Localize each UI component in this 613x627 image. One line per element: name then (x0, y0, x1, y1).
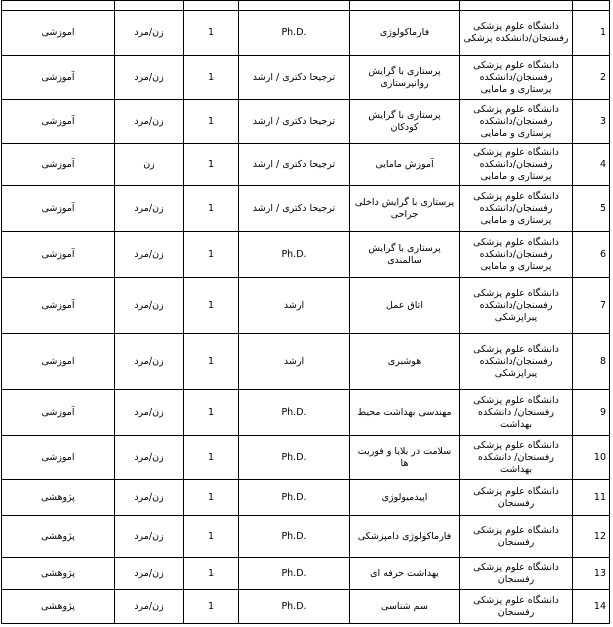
row-university: دانشگاه علوم پزشکی رفسنجان/دانشکده پرستاری و مامایی (460, 100, 573, 144)
row-field: پرستاری با گرایش کودکان (350, 100, 460, 144)
row-field: سم شناسی (350, 590, 460, 624)
row-degree: Ph.D. (239, 516, 350, 558)
row-count: 1 (184, 334, 239, 390)
row-count: 1 (184, 11, 239, 56)
table-row (2, 390, 610, 436)
row-university: دانشگاه علوم پزشکی رفسنجان/ دانشکده بهداشت (460, 436, 573, 480)
row-count: 1 (184, 144, 239, 186)
row-number: 14 (573, 590, 610, 624)
row-number: 10 (573, 436, 610, 480)
row-field: بهداشت حرفه ای (350, 558, 460, 590)
row-number: 5 (573, 186, 610, 232)
row-degree: ترجیحا دکتری / ارشد (239, 100, 350, 144)
positions-table (1, 0, 610, 624)
table-row (2, 436, 610, 480)
row-field: سلامت در بلایا و فوریت ها (350, 436, 460, 480)
table-row (2, 516, 610, 558)
row-type: آموزشی (2, 278, 115, 334)
row-number: 4 (573, 144, 610, 186)
row-university: دانشگاه علوم پزشکی رفسنجان/ دانشکده بهداشت (460, 390, 573, 436)
row-number: 7 (573, 278, 610, 334)
row-gender: زن/مرد (115, 100, 184, 144)
row-degree: Ph.D. (239, 11, 350, 56)
row-field: مهندسی بهداشت محیط (350, 390, 460, 436)
row-type: آموزشی (2, 186, 115, 232)
table-row (2, 480, 610, 516)
table-row (2, 144, 610, 186)
row-degree: Ph.D. (239, 558, 350, 590)
row-count: 1 (184, 516, 239, 558)
table-row (2, 232, 610, 278)
row-degree: ترجیحا دکتری / ارشد (239, 144, 350, 186)
row-field: فارماکولوژی دامپزشکی (350, 516, 460, 558)
row-number: 11 (573, 480, 610, 516)
row-type: اموزشی (2, 436, 115, 480)
row-type: اموزشی (2, 11, 115, 56)
table-row (2, 11, 610, 56)
row-degree: Ph.D. (239, 480, 350, 516)
row-number: 3 (573, 100, 610, 144)
row-gender: زن/مرد (115, 436, 184, 480)
row-university: دانشگاه علوم پزشکی رفسنجان/دانشکده پیراپزشکی (460, 278, 573, 334)
table-row (2, 558, 610, 590)
row-university: دانشگاه علوم پزشکی رفسنجان/دانشکده پرستاری و مامایی (460, 56, 573, 100)
row-type: آموزشی (2, 390, 115, 436)
row-university: دانشگاه علوم پزشکی رفسنجان (460, 480, 573, 516)
row-university: دانشگاه علوم پزشکی رفسنجان/دانشکده پزشکی (460, 11, 573, 56)
row-type: آموزشی (2, 100, 115, 144)
row-university: دانشگاه علوم پزشکی رفسنجان/دانشکده پیراپزشکی (460, 334, 573, 390)
row-type: پژوهشی (2, 558, 115, 590)
row-type: آموزشی (2, 232, 115, 278)
table-row (2, 56, 610, 100)
row-field: پرستاری با گرایش سالمندی (350, 232, 460, 278)
row-type: آموزشی (2, 144, 115, 186)
table-row (2, 278, 610, 334)
row-type: آموزشی (2, 56, 115, 100)
row-degree: Ph.D. (239, 232, 350, 278)
row-degree: ترجیحا دکتری / ارشد (239, 186, 350, 232)
row-university: دانشگاه علوم پزشکی رفسنجان/دانشکده پرستاری و مامایی (460, 232, 573, 278)
row-field: پرستاری با گرایش روانپرستاری (350, 56, 460, 100)
row-gender: زن/مرد (115, 516, 184, 558)
row-degree: Ph.D. (239, 390, 350, 436)
row-count: 1 (184, 278, 239, 334)
row-university: دانشگاه علوم پزشکی رفسنجان (460, 516, 573, 558)
row-degree: ارشد (239, 334, 350, 390)
row-degree: ارشد (239, 278, 350, 334)
row-number: 8 (573, 334, 610, 390)
row-field: اتاق عمل (350, 278, 460, 334)
row-type: پژوهشی (2, 480, 115, 516)
row-count: 1 (184, 56, 239, 100)
row-count: 1 (184, 100, 239, 144)
row-number: 13 (573, 558, 610, 590)
row-degree: Ph.D. (239, 590, 350, 624)
row-count: 1 (184, 436, 239, 480)
row-field: آموزش مامایی (350, 144, 460, 186)
positions-table-body (2, 1, 610, 624)
row-gender: زن/مرد (115, 232, 184, 278)
row-gender: زن/مرد (115, 590, 184, 624)
row-gender: زن/مرد (115, 278, 184, 334)
table-row (2, 100, 610, 144)
row-university: دانشگاه علوم پزشکی رفسنجان (460, 558, 573, 590)
row-count: 1 (184, 186, 239, 232)
row-number: 2 (573, 56, 610, 100)
row-field: اپیدمیولوژی (350, 480, 460, 516)
row-gender: زن/مرد (115, 558, 184, 590)
row-type: اموزشی (2, 334, 115, 390)
row-gender: زن/مرد (115, 186, 184, 232)
table-top-fragment (2, 1, 610, 11)
row-university: دانشگاه علوم پزشکی رفسنجان/دانشکده پرستاری و مامایی (460, 186, 573, 232)
table-row (2, 590, 610, 624)
row-field: هوشبری (350, 334, 460, 390)
row-university: دانشگاه علوم پزشکی رفسنجان/دانشکده پرستاری و مامایی (460, 144, 573, 186)
table-row (2, 334, 610, 390)
row-gender: زن/مرد (115, 480, 184, 516)
row-degree: Ph.D. (239, 436, 350, 480)
row-field: پرستاری با گرایش داخلی جراحی (350, 186, 460, 232)
row-type: پژوهشی (2, 516, 115, 558)
row-gender: زن (115, 144, 184, 186)
row-gender: زن/مرد (115, 56, 184, 100)
row-count: 1 (184, 480, 239, 516)
row-type: پژوهشی (2, 590, 115, 624)
row-count: 1 (184, 558, 239, 590)
row-count: 1 (184, 232, 239, 278)
row-university: دانشگاه علوم پزشکی رفسنجان (460, 590, 573, 624)
row-number: 1 (573, 11, 610, 56)
row-gender: زن/مرد (115, 390, 184, 436)
row-number: 9 (573, 390, 610, 436)
row-number: 6 (573, 232, 610, 278)
row-count: 1 (184, 390, 239, 436)
row-degree: ترجیحا دکتری / ارشد (239, 56, 350, 100)
table-row (2, 186, 610, 232)
row-number: 12 (573, 516, 610, 558)
row-gender: زن/مرد (115, 11, 184, 56)
row-gender: زن/مرد (115, 334, 184, 390)
row-count: 1 (184, 590, 239, 624)
row-field: فارماکولوژی (350, 11, 460, 56)
